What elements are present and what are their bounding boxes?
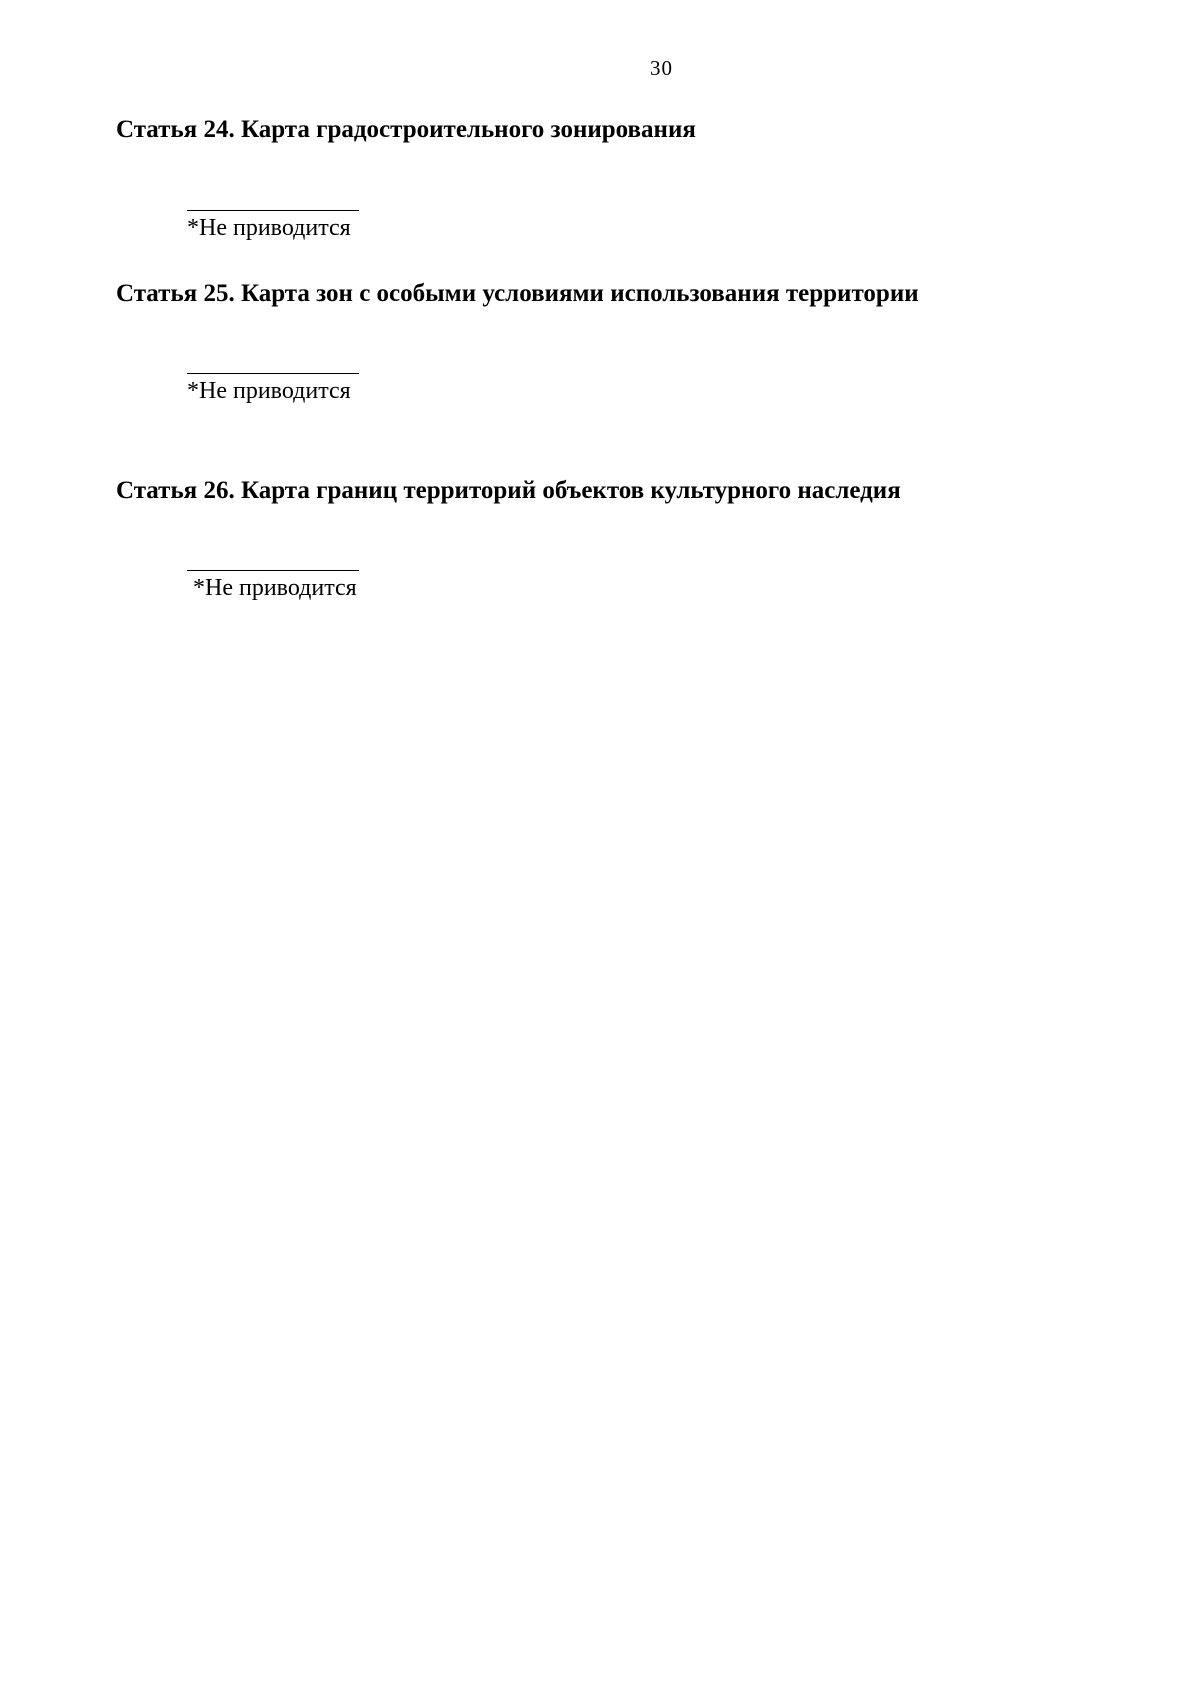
footnote-text: *Не приводится — [187, 215, 351, 241]
article-title: Статья 26. Карта границ территорий объектов культурного наследия — [116, 477, 901, 504]
footnote-text: *Не приводится — [187, 378, 351, 404]
article-title: Статья 25. Карта зон с особыми условиями использования территории — [116, 280, 919, 307]
footnote-separator — [187, 373, 359, 374]
article-title: Статья 24. Карта градостроительного зонирования — [116, 116, 696, 143]
footnote-separator — [187, 210, 359, 211]
page-number: 30 — [650, 56, 673, 80]
footnote-text: *Не приводится — [193, 575, 357, 601]
footnote-separator — [187, 570, 359, 571]
